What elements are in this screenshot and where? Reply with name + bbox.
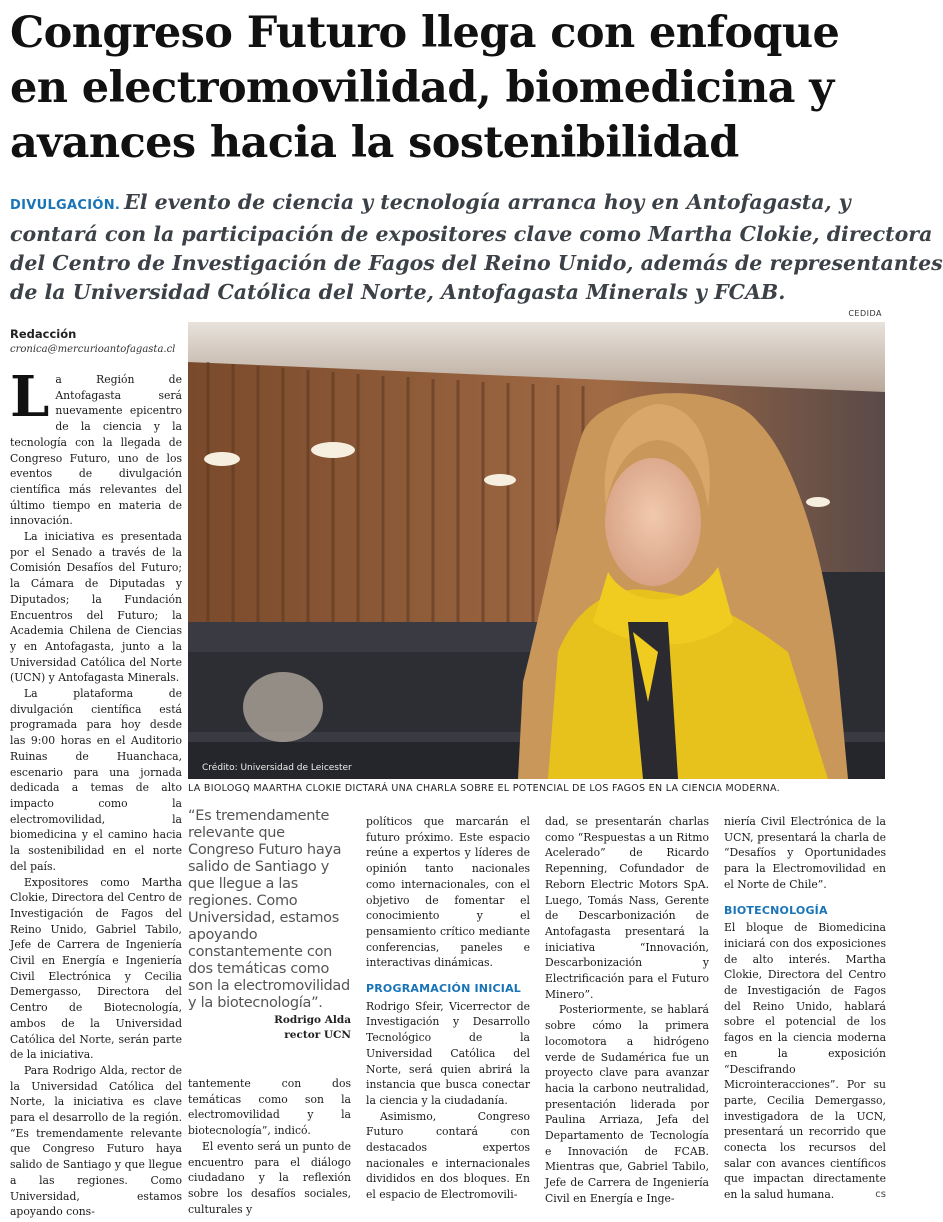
article-column-2	[188, 1076, 351, 1216]
paragraph: Para Rodrigo Alda, rector de la Universidad Católica del Norte, la iniciativa es clave para el desarrollo de la región. “Es tremendamente relevante que Congreso Futuro haya salido de Santiago y que llegue a las regiones. Como Universidad, estamos apoyando cons-	[10, 1063, 182, 1219]
section-heading: BIOTECNOLOGÍA	[724, 903, 828, 917]
photo-top-credit: CEDIDA	[848, 309, 882, 318]
article-column-4	[545, 814, 709, 1205]
headline-line: Congreso Futuro llega con enfoque	[10, 8, 840, 58]
byline-email[interactable]: cronica@mercurioantofagasta.cl	[10, 344, 176, 355]
paragraph: Expositores como Martha Clokie, Directora del Centro de Investigación de Fagos del Reino Unido, Gabriel Tabilo, Jefe de Carrera de Ingeniería Civil en Energía e Ingeniería Civil Electrónica y Cecilia Demergasso, Directora del Centro de Biotecnología, ambos de la Universidad Católica del Norte, serán parte de la iniciativa.	[10, 875, 182, 1062]
headline	[10, 6, 880, 171]
paragraph: Posteriormente, se hablará sobre cómo la primera locomotora a hidrógeno verde de Sudamérica fue un proyecto clave para avanzar hacia la carbono neutralidad, presentación liderada por Paulina Arriaza, Jefa del Departamento de Tecnología e Innovación de FCAB. Mientras que, Gabriel Tabilo, Jefe de Carrera de Ingeniería Civil en Energía e Inge-	[545, 1003, 709, 1205]
drop-cap: L	[10, 364, 50, 430]
paragraph: dad, se presentarán charlas como “Respuestas a un Ritmo Acelerado” de Ricardo Repenning, Cofundador de Reborn Electric Motors SpA. Luego, Tomás Nass, Gerente de Descarbonización de Antofagasta presentará la iniciativa “Innovación, Descarbonización y Electrificación para el Futuro Minero”.	[545, 815, 709, 1001]
paragraph: La Región de Antofagasta será nuevamente epicentro de la ciencia y la tecnología con la llegada de Congreso Futuro, uno de los eventos de divulgación científica más relevantes del último tiempo en materia de innovación.	[10, 364, 182, 528]
pull-quote-role: rector UCN	[284, 1029, 351, 1041]
deck-line: contará con la participación de expositores clave como Martha Clokie, directora	[10, 222, 933, 246]
paragraph: niería Civil Electrónica de la UCN, presentará la charla de “Desafíos y Oportunidades para la Electromovilidad en el Norte de Chile”.	[724, 815, 886, 891]
byline	[10, 327, 185, 355]
deck-line: DIVULGACIÓN. El evento de ciencia y tecnología arranca hoy en Antofagasta, y	[10, 190, 851, 214]
headline-line: avances hacia la sostenibilidad	[10, 118, 739, 168]
section-kicker: DIVULGACIÓN.	[10, 198, 121, 213]
paragraph: Rodrigo Sfeir, Vicerrector de Investigación y Desarrollo Tecnológico de la Universidad Católica del Norte, será quien abrirá la instancia que busca conectar la ciencia y la ciudadanía.	[366, 999, 530, 1107]
paragraph: La plataforma de divulgación científica está programada para hoy desde las 9:00 horas en el Auditorio Ruinas de Huanchaca, escenario para una jornada dedicada a temas de alto impacto como la electromovilidad, la biomedicina y el camino hacia la sostenibilidad en el norte del país.	[10, 687, 182, 873]
photo-credit: Crédito: Universidad de Leicester	[202, 763, 352, 773]
paragraph: políticos que marcarán el futuro próximo. Este espacio reúne a expertos y líderes de opinión tanto nacionales como internacionales, con el objetivo de fomentar el conocimiento y el pensamiento crítico mediante conferencias, paneles e interactivas dinámicas.	[366, 815, 530, 970]
paragraph: El bloque de Biomedicina iniciará con dos exposiciones de alto interés. Martha Clokie, Directora del Centro de Investigación de Fagos del Reino Unido, hablará sobre el potencial de los fagos en la ciencia moderna en la exposición “Descifrando Microinteracciones”. Por su parte, Cecilia Demergasso, investigadora de la UCN, presentará un recorrido que conecta los recursos del salar con avances científicos que impactan directamente en la salud humana. cs	[724, 921, 886, 1202]
photo-caption: LA BIOLOGQ MAARTHA CLOKIE DICTARÁ UNA CHARLA SOBRE EL POTENCIAL DE LOS FAGOS EN LA CIENCIA MODERNA.	[188, 783, 780, 794]
photo-illustration	[188, 322, 885, 779]
byline-author: Redacción	[10, 327, 77, 341]
paragraph: El evento será un punto de encuentro para el diálogo ciudadano y la reflexión sobre los desafíos sociales, culturales y	[188, 1139, 351, 1216]
paragraph: La iniciativa es presentada por el Senado a través de la Comisión Desafíos del Futuro; la Cámara de Diputadas y Diputados; la Fundación Encuentros del Futuro; la Academia Chilena de Ciencias y en Antofagasta, junto a la Universidad Católica del Norte (UCN) y Antofagasta Minerals.	[10, 530, 182, 685]
section-heading: PROGRAMACIÓN INICIAL	[366, 982, 521, 996]
article-photo	[188, 322, 885, 779]
pull-quote: “Es tremendamente relevante que Congreso Futuro haya salido de Santiago y que llegue a las regiones. Como Universidad, estamos apoyando constantemente con dos temáticas como son la electromovilidad y la biotecnología”.	[188, 808, 350, 1011]
article-column-5	[724, 814, 886, 1202]
article-column-3	[366, 814, 530, 1202]
article-column-1	[10, 364, 182, 1219]
deck-line: de la Universidad Católica del Norte, Antofagasta Minerals y FCAB.	[10, 280, 786, 304]
headline-line: en electromovilidad, biomedicina y	[10, 63, 834, 113]
end-mark: cs	[875, 1189, 886, 1201]
pull-quote-author: Rodrigo Alda	[274, 1014, 351, 1026]
deck-line: del Centro de Investigación de Fagos del Reino Unido, además de representantes	[10, 251, 943, 275]
pull-quote-attribution	[188, 1013, 351, 1043]
paragraph: tantemente con dos temáticas como son la electromovilidad y la biotecnología”, indicó.	[188, 1077, 351, 1138]
paragraph: Asimismo, Congreso Futuro contará con destacados expertos nacionales e internacionales divididos en dos bloques. En el espacio de Electromovili-	[366, 1109, 530, 1202]
deck	[10, 188, 943, 307]
